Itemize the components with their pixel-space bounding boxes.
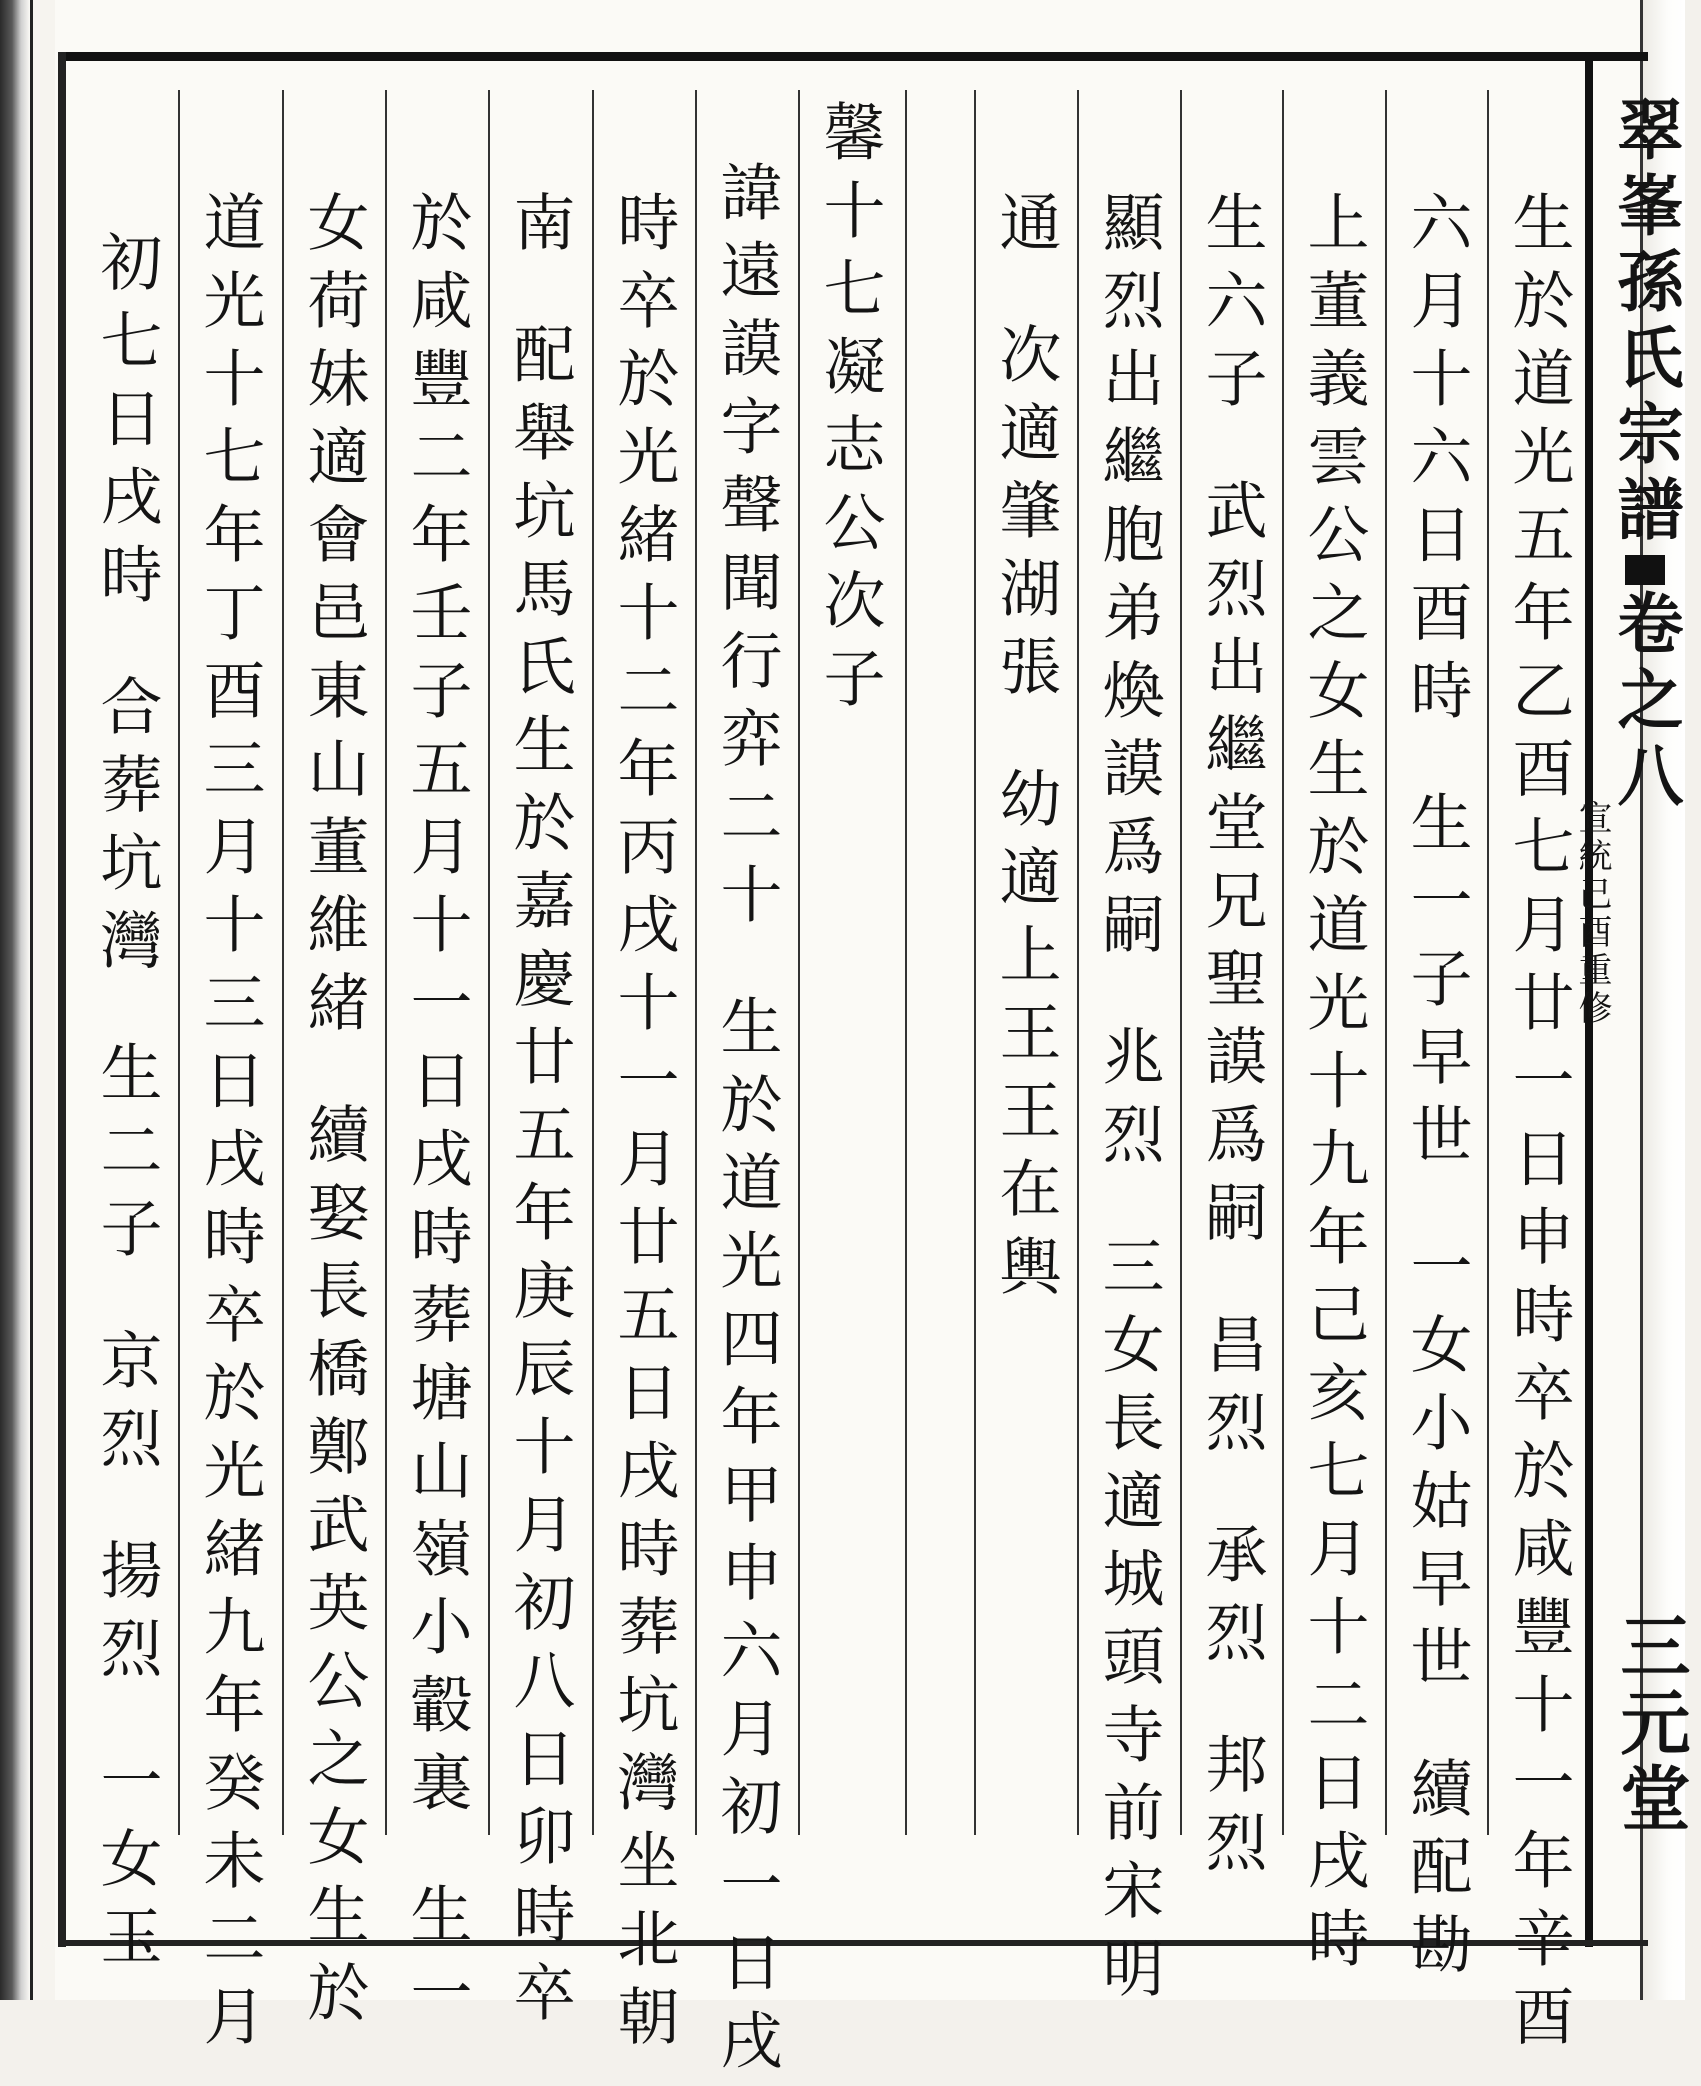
column-text: 於咸豐二年壬子五月十一日戌時葬塘山嶺小轂裏 [400, 190, 473, 1828]
column-text: 京烈 [90, 1328, 163, 1484]
hall-name: 三元堂 [1609, 1610, 1692, 1838]
text-column-2 [1386, 190, 1486, 1990]
column-text: 諱遠謨字聲聞行弈二十 [710, 160, 783, 940]
text-column-10 [386, 190, 486, 2038]
text-column-9 [489, 190, 589, 2038]
column-text: 兆烈 [1092, 1024, 1165, 1180]
column-text: 一女小姑早世 [1400, 1234, 1473, 1702]
column-text: 道光十七年丁酉三月十三日戌時卒於光緒九年癸未二月 [193, 190, 266, 2062]
text-column-8 [593, 190, 693, 2062]
genealogy-title: 翠峯孫氏宗譜 [1606, 95, 1684, 551]
text-column-7 [696, 160, 796, 2086]
column-text: 南 [503, 190, 576, 268]
column-rule [905, 90, 907, 1835]
text-column-5 [1078, 190, 1178, 2014]
text-column-3 [1283, 190, 1383, 1984]
column-text: 次適肇湖張 [989, 322, 1062, 712]
volume-label: 卷之八 [1606, 589, 1684, 817]
column-text: 生於道光四年甲申六月初一日戌 [710, 994, 783, 2086]
column-text: 幼適上王王在輿 [989, 766, 1062, 1312]
column-text: 武烈出繼堂兄聖謨爲嗣 [1195, 478, 1268, 1258]
fishtail-mark [1625, 555, 1665, 585]
column-text: 初七日戌時 [90, 230, 163, 620]
column-text: 續娶長橋鄭武英公之女生於 [297, 1102, 370, 2038]
column-text: 生六子 [1195, 190, 1268, 424]
column-text: 生一子早世 [1400, 790, 1473, 1180]
text-column-1 [1488, 190, 1588, 2062]
column-text: 生於道光五年乙酉七月廿一日申時卒於咸豐十一年辛酉 [1502, 190, 1575, 2062]
column-text: 生一 [400, 1882, 473, 2038]
column-text: 三女長適城頭寺前宋明 [1092, 1234, 1165, 2014]
column-text: 一女玉 [90, 1748, 163, 1982]
book-title [1598, 95, 1693, 817]
frame-top-border [58, 52, 1648, 61]
column-text: 邦烈 [1195, 1732, 1268, 1888]
column-text: 顯烈出繼胞弟煥謨爲嗣 [1092, 190, 1165, 970]
edition-note: 宣統己酉重修 [1572, 800, 1612, 1028]
column-text: 合葬坑灣 [90, 674, 163, 986]
column-text: 六月十六日酉時 [1400, 190, 1473, 736]
text-column-6 [975, 190, 1075, 1312]
column-text: 時卒於光緒十二年丙戌十一月廿五日戌時葬坑灣坐北朝 [607, 190, 680, 2062]
column-text: 昌烈 [1195, 1312, 1268, 1468]
person-heading [799, 100, 899, 724]
text-column-12 [179, 190, 279, 2062]
column-text: 馨十七凝志公次子 [813, 100, 886, 724]
column-text: 承烈 [1195, 1522, 1268, 1678]
column-text: 配舉坑馬氏生於嘉慶廿五年庚辰十月初八日卯時卒 [503, 322, 576, 2038]
column-text: 上董義雲公之女生於道光十九年己亥七月十二日戌時 [1297, 190, 1370, 1984]
text-column-11 [283, 190, 383, 2038]
column-text: 生二子 [90, 1040, 163, 1274]
column-text: 通 [989, 190, 1062, 268]
text-column-13 [76, 230, 176, 1982]
left-binding-edge [0, 0, 30, 2000]
text-column-4 [1181, 190, 1281, 1888]
column-text: 續配勘 [1400, 1756, 1473, 1990]
column-text: 女荷妹適會邑東山董維緒 [297, 190, 370, 1048]
frame-left-border [58, 52, 66, 1947]
left-binding-margin [30, 0, 55, 2000]
column-text: 揚烈 [90, 1538, 163, 1694]
